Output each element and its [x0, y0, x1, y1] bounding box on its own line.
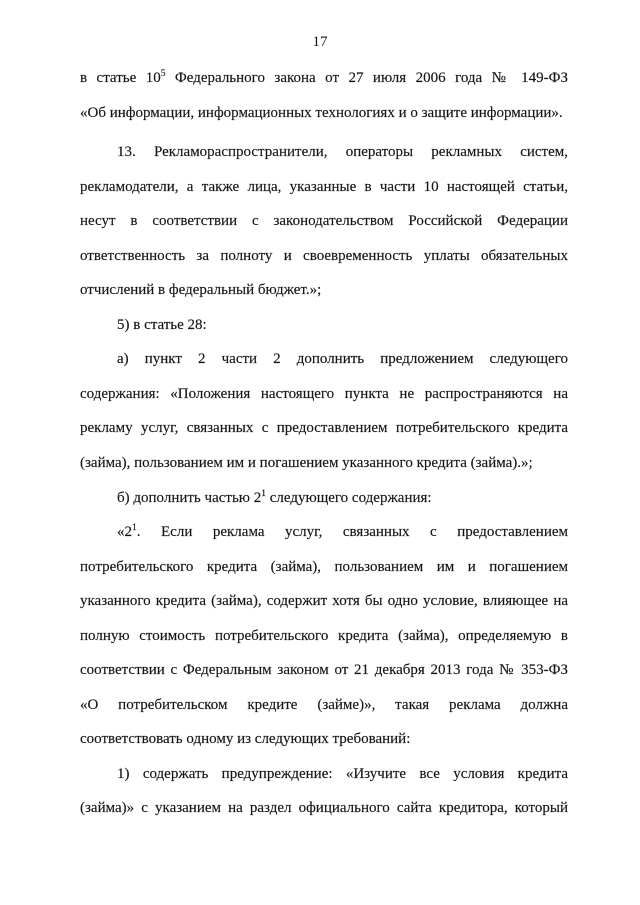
text-segment: Федерального закона от 27 июля 2006 года № 149-ФЗ: [165, 70, 568, 86]
page-number: 17: [312, 34, 328, 50]
superscript: 5: [160, 69, 166, 79]
text-line: потребительского кредита (займа), пользованием им и погашением: [80, 558, 568, 575]
text-line: полную стоимость потребительского кредита (займа), определяемую в: [80, 627, 568, 644]
text-line: рекламодатели, а также лица, указанные в части 10 настоящей статьи,: [80, 178, 568, 195]
text-line: (займа), пользованием им и погашением указанного кредита (займа).»;: [80, 455, 533, 472]
text-line: ответственность за полноту и своевременность уплаты обязательных: [80, 247, 568, 264]
text-line: «Об информации, информационных технологиях и о защите информации».: [80, 104, 563, 121]
superscript: 1: [261, 488, 266, 499]
paragraph: [80, 308, 568, 343]
text-line: [80, 61, 568, 96]
text-line: а) пункт 2 части 2 дополнить предложением следующего: [117, 351, 568, 368]
text-line: указанного кредита (займа), содержит хотя бы одно условие, влияющее на: [80, 593, 568, 610]
text-line: 13. Рекламораспространители, операторы рекламных систем,: [117, 144, 568, 161]
paragraph: [80, 757, 568, 826]
text-line: 1) содержать предупреждение: «Изучите все условия кредита: [117, 765, 568, 782]
text-line: рекламу услуг, связанных с предоставлением потребительского кредита: [80, 420, 568, 437]
superscript: 1: [132, 523, 137, 534]
document-body: [80, 61, 568, 826]
text-line: 5) в статье 28:: [117, 316, 207, 333]
text-line: «О потребительском кредите (займе)», такая реклама должна: [80, 696, 568, 713]
text-segment: б) дополнить частью 2: [117, 489, 262, 506]
paragraph: [80, 342, 568, 480]
paragraph: [80, 515, 568, 757]
text-line: соответствии с Федеральным законом от 21 декабря 2013 года № 353-ФЗ: [80, 662, 568, 679]
text-segment: . Если реклама услуг, связанных с предоставлением: [136, 524, 568, 541]
text-line: (займа)» с указанием на раздел официального сайта кредитора, который: [80, 800, 568, 817]
text-segment: «2: [117, 524, 132, 541]
paragraph: [80, 135, 568, 308]
paragraph: [80, 61, 568, 130]
text-line: отчислений в федеральный бюджет.»;: [80, 282, 322, 299]
text-line: несут в соответствии с законодательством Российской Федерации: [80, 213, 568, 230]
text-line: [80, 481, 568, 516]
text-line: [80, 515, 568, 550]
text-line: содержания: «Положения настоящего пункта не распространяются на: [80, 385, 568, 402]
text-segment: следующего содержания:: [266, 489, 432, 506]
text-segment: в статье 10: [80, 70, 161, 86]
paragraph: [80, 481, 568, 516]
text-line: соответствовать одному из следующих требований:: [80, 731, 411, 748]
